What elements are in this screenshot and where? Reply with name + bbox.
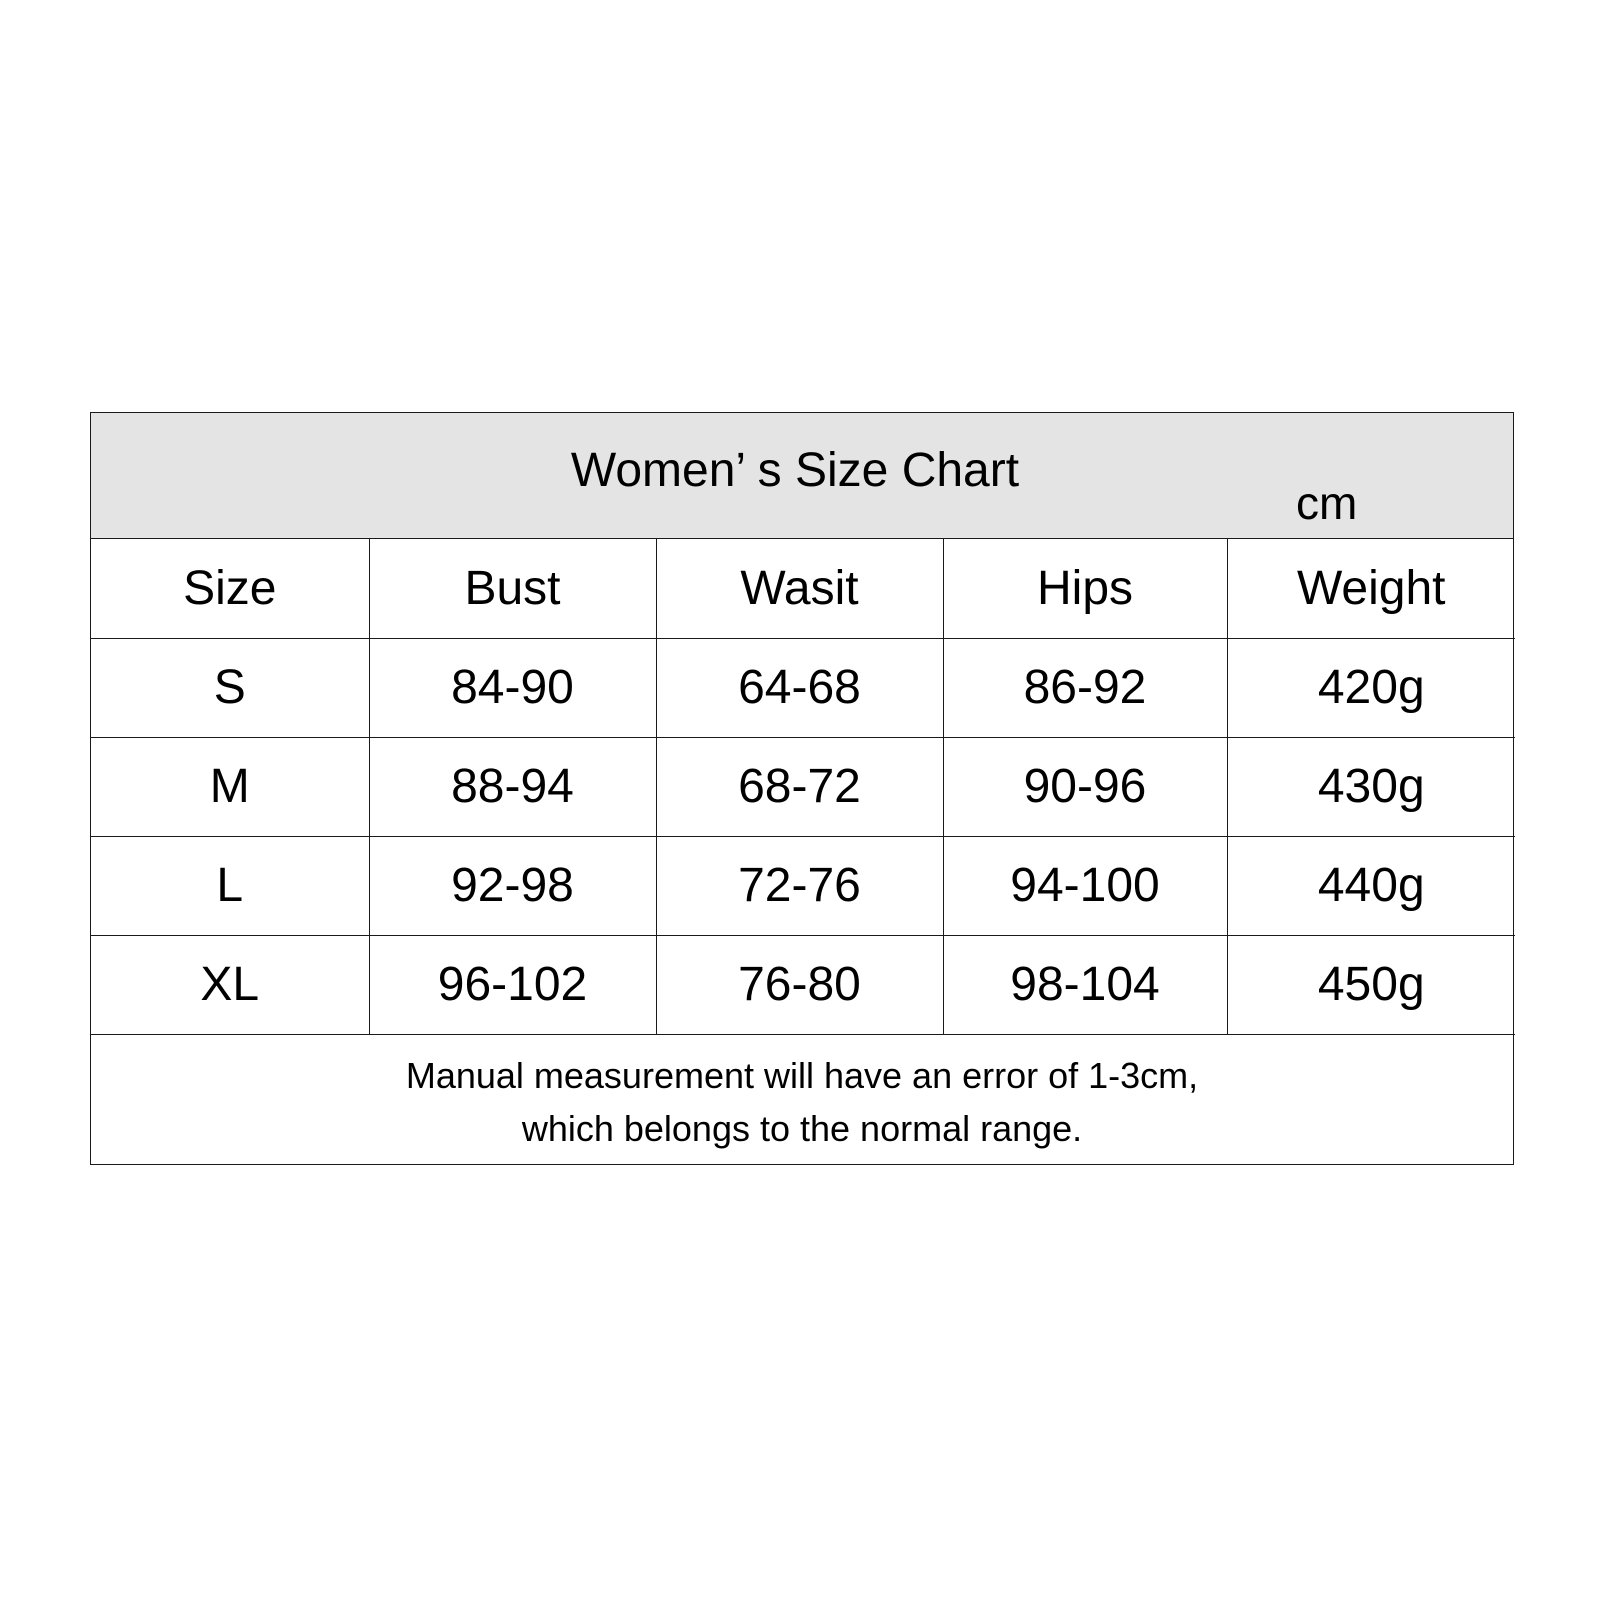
- cell-size: L: [91, 836, 369, 935]
- header-size: Size: [91, 539, 369, 638]
- header-row: [91, 539, 1515, 638]
- cell-weight: 420g: [1227, 638, 1515, 737]
- note-line-1: Manual measurement will have an error of 1-3cm,: [405, 1055, 1199, 1096]
- cell-hips: 90-96: [943, 737, 1227, 836]
- header-waist: Wasit: [656, 539, 943, 638]
- table-row: [91, 737, 1515, 836]
- cell-weight: 430g: [1227, 737, 1515, 836]
- cell-hips: 86-92: [943, 638, 1227, 737]
- chart-title: Women’ s Size Chart: [570, 444, 1020, 497]
- size-table: [91, 539, 1515, 1035]
- header-hips: Hips: [943, 539, 1227, 638]
- title-band: [91, 413, 1513, 539]
- cell-size: XL: [91, 935, 369, 1034]
- cell-size: M: [91, 737, 369, 836]
- table-row: [91, 638, 1515, 737]
- cell-waist: 76-80: [656, 935, 943, 1034]
- measurement-note: [91, 1039, 1513, 1165]
- cell-weight: 450g: [1227, 935, 1515, 1034]
- cell-bust: 96-102: [369, 935, 656, 1034]
- cell-hips: 98-104: [943, 935, 1227, 1034]
- cell-weight: 440g: [1227, 836, 1515, 935]
- table-row: [91, 836, 1515, 935]
- table-row: [91, 935, 1515, 1034]
- note-line-2: which belongs to the normal range.: [521, 1108, 1083, 1149]
- cell-hips: 94-100: [943, 836, 1227, 935]
- cell-bust: 88-94: [369, 737, 656, 836]
- header-bust: Bust: [369, 539, 656, 638]
- cell-waist: 64-68: [656, 638, 943, 737]
- cell-size: S: [91, 638, 369, 737]
- unit-label: cm: [1296, 477, 1358, 529]
- cell-waist: 72-76: [656, 836, 943, 935]
- cell-waist: 68-72: [656, 737, 943, 836]
- header-weight: Weight: [1227, 539, 1515, 638]
- cell-bust: 84-90: [369, 638, 656, 737]
- cell-bust: 92-98: [369, 836, 656, 935]
- size-chart: [90, 412, 1514, 1165]
